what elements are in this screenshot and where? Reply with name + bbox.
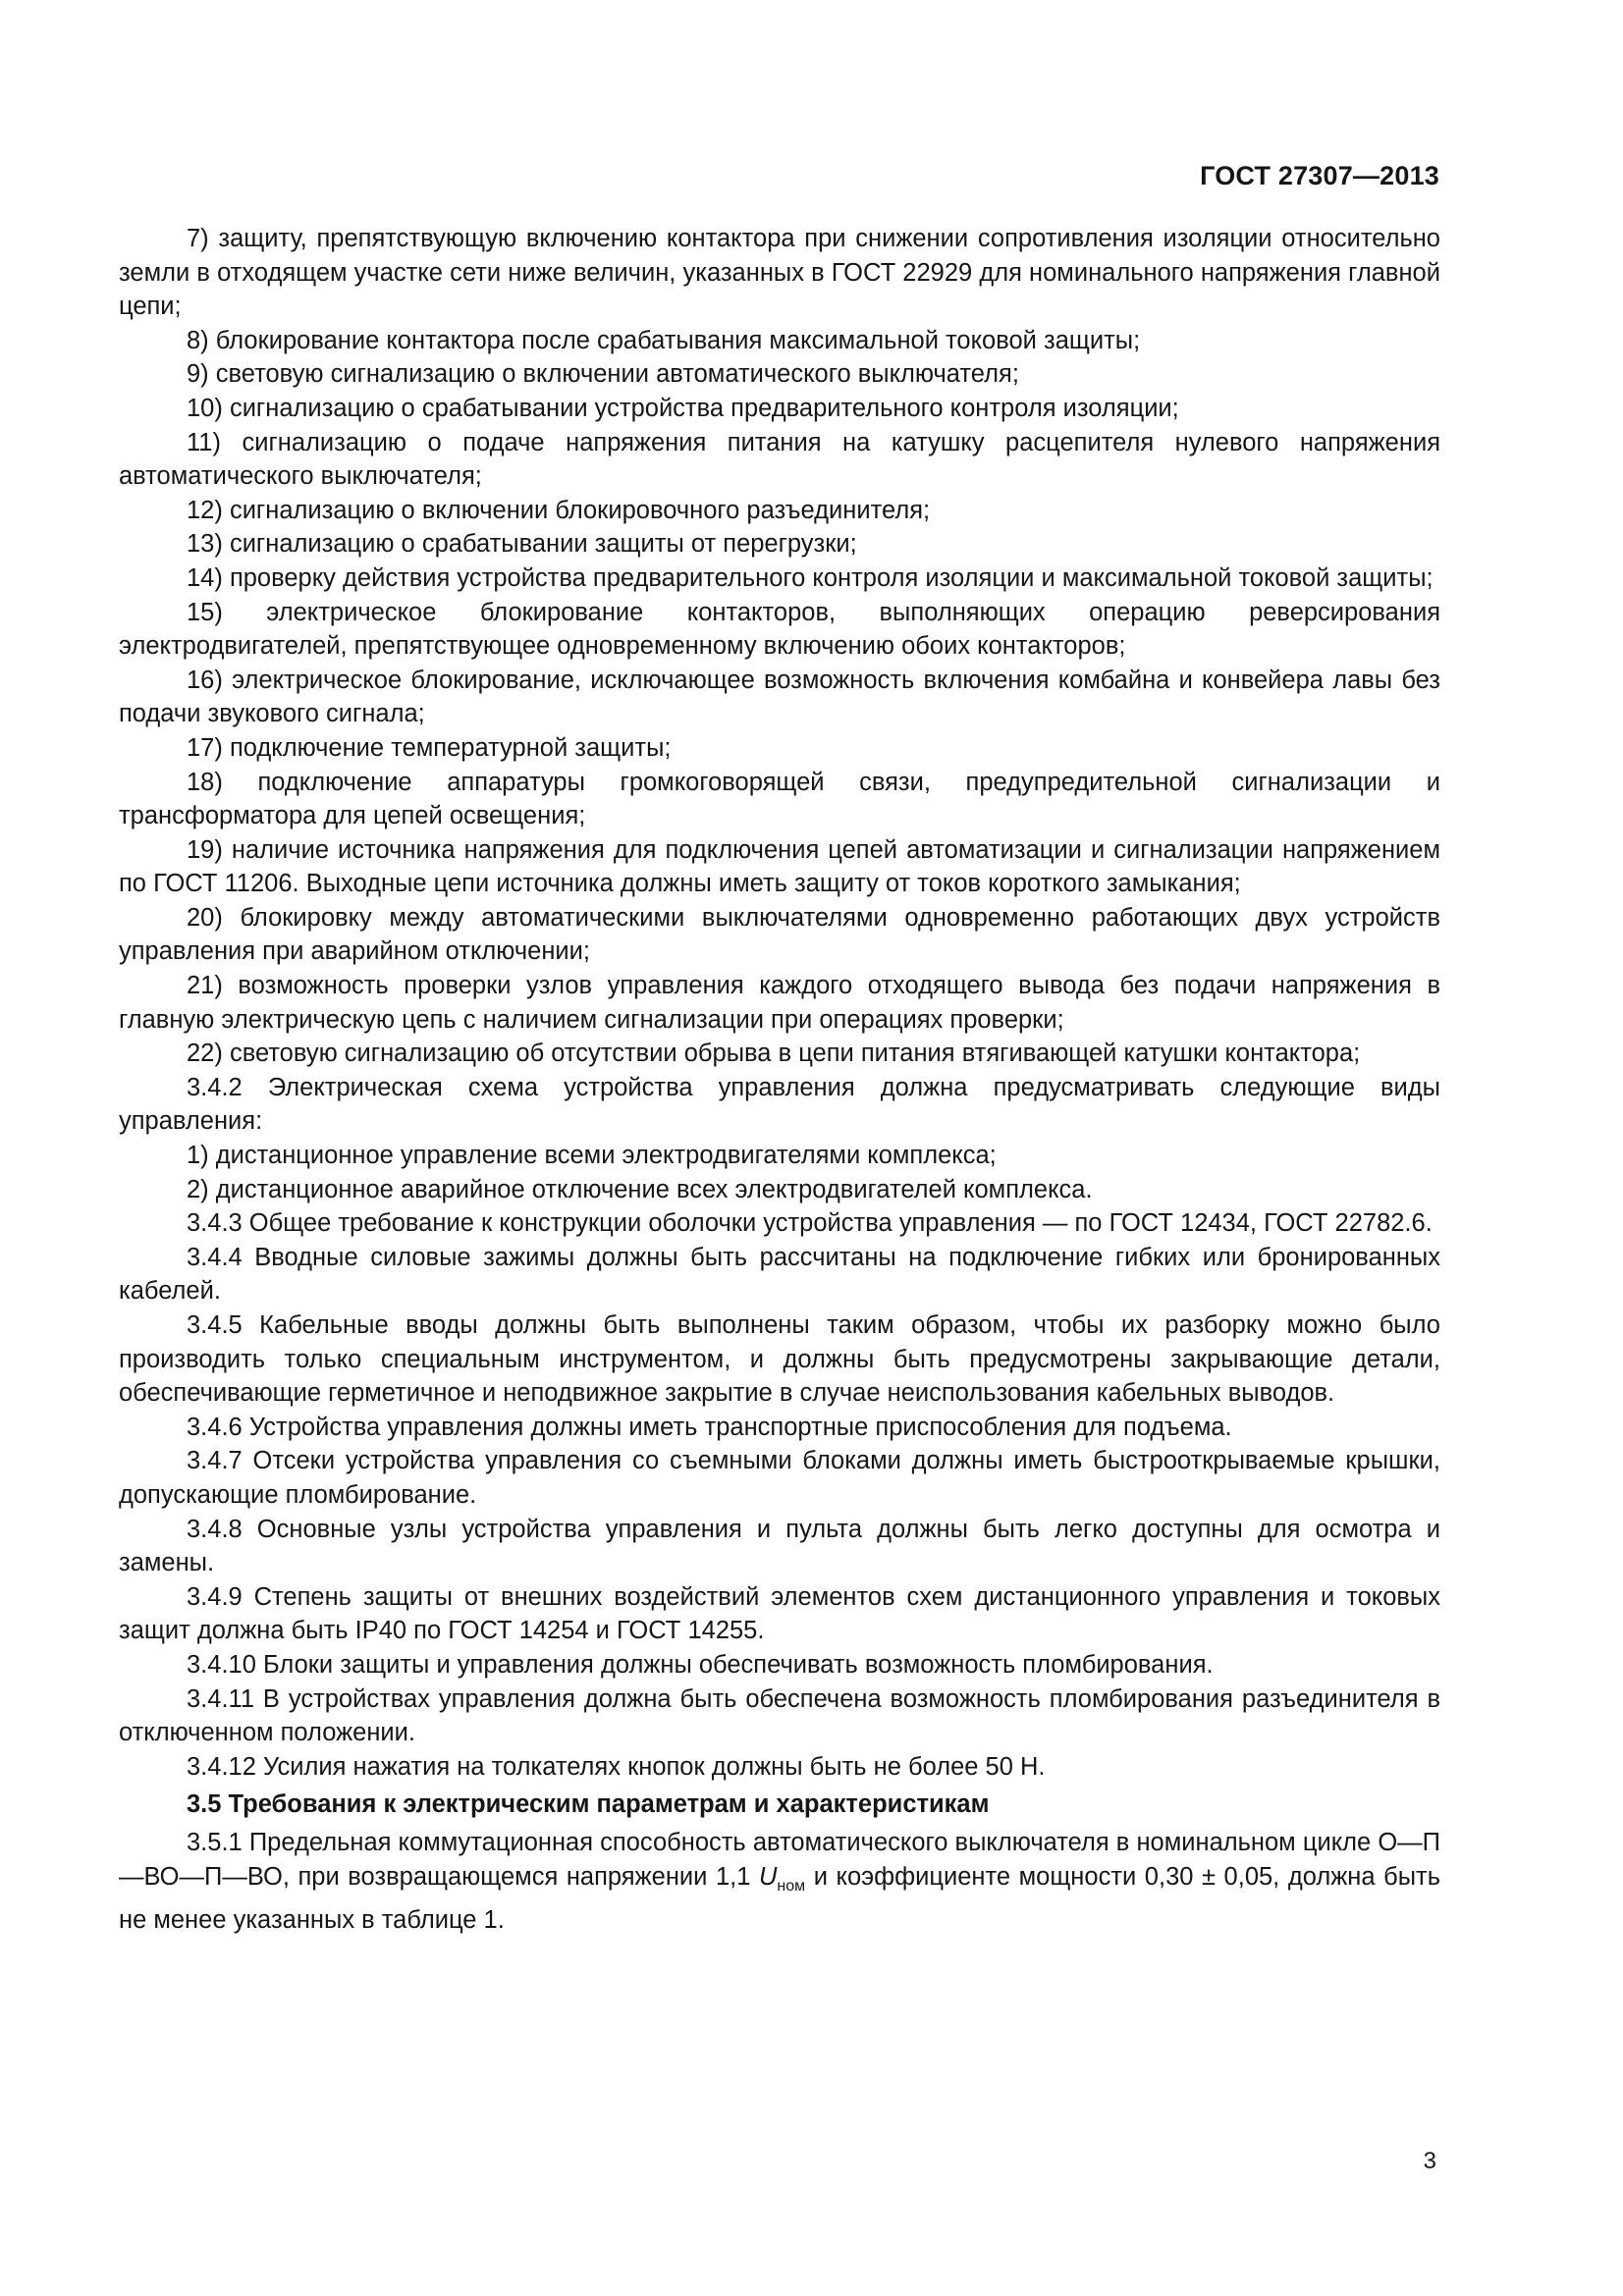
list-item-16: 16) электрическое блокирование, исключающее возможность включения комбайна и конвейера лавы без подачи звукового сигнала; (119, 666, 1440, 728)
list-item-22: 22) световую сигнализацию об отсутствии обрыва в цепи питания втягивающей катушки контактора; (187, 1040, 1361, 1068)
control-item-2: 2) дистанционное аварийное отключение всех электродвигателей комплекса. (187, 1175, 1093, 1203)
list-item-11: 11) сигнализацию о подаче напряжения питания на катушку расцепителя нулевого напряжения автоматического выключателя; (119, 428, 1440, 491)
clause-3-4-4: 3.4.4 Вводные силовые зажимы должны быть рассчитаны на подключение гибких или бронированных кабелей. (119, 1243, 1440, 1306)
clause-3-4-10: 3.4.10 Блоки защиты и управления должны обеспечивать возможность пломбирования. (187, 1650, 1214, 1679)
clause-3-4-12: 3.4.12 Усилия нажатия на толкателях кнопок должны быть не более 50 Н. (187, 1752, 1046, 1781)
clause-3-4-8: 3.4.8 Основные узлы устройства управления и пульта должны быть легко доступны для осмотра и замены. (119, 1515, 1440, 1577)
list-item-20: 20) блокировку между автоматическими выключателями одновременно работающих двух устройств управления при аварийном отключении; (119, 903, 1440, 966)
clause-3-5-1 (119, 1826, 1440, 1938)
clause-3-4-3: 3.4.3 Общее требование к конструкции оболочки устройства управления — по ГОСТ 12434, ГОСТ 22782.6. (187, 1209, 1433, 1238)
list-item-9: 9) световую сигнализацию о включении автоматического выключателя; (187, 360, 1019, 389)
list-item-7: 7) защиту, препятствующую включению контактора при снижении сопротивления изоляции относительно земли в отходящем участке сети ниже величин, указанных в ГОСТ 22929 для номинального напряжения главной цепи; (119, 225, 1440, 321)
list-item-18: 18) подключение аппаратуры громкоговорящей связи, предупредительной сигнализации и трансформатора для цепей освещения; (119, 768, 1440, 830)
clause-3-4-2: 3.4.2 Электрическая схема устройства управления должна предусматривать следующие виды управления: (119, 1073, 1440, 1136)
section-heading-3-5: 3.5 Требования к электрическим параметрам и характеристикам (187, 1790, 990, 1819)
document-body (119, 222, 1440, 1938)
clause-3-4-7: 3.4.7 Отсеки устройства управления со съемными блоками должны иметь быстрооткрываемые крышки, допускающие пломбирование. (119, 1447, 1440, 1509)
clause-3-4-6: 3.4.6 Устройства управления должны иметь транспортные приспособления для подъема. (187, 1413, 1232, 1441)
list-item-21: 21) возможность проверки узлов управления каждого отходящего вывода без подачи напряжения в главную электрическую цепь с наличием сигнализации при операциях проверки; (119, 972, 1440, 1034)
clause-3-4-11: 3.4.11 В устройствах управления должна быть обеспечена возможность пломбирования разъединителя в отключенном положении. (119, 1684, 1440, 1747)
standard-header: ГОСТ 27307—2013 (1200, 161, 1439, 190)
list-item-17: 17) подключение температурной защиты; (187, 733, 672, 762)
list-item-10: 10) сигнализацию о срабатывании устройства предварительного контроля изоляции; (187, 394, 1179, 422)
list-item-12: 12) сигнализацию о включении блокировочного разъединителя; (187, 496, 931, 524)
clause-3-4-5: 3.4.5 Кабельные вводы должны быть выполнены таким образом, чтобы их разборку можно было производить только специальным инструментом, и должны быть предусмотрены закрывающие детали, обеспечивающие герметичное и неподвижное закрытие в случае неиспользования кабельных выводов. (119, 1311, 1440, 1408)
clause-3-5-1-text-start: 3.5.1 Предельная коммутационная способность автоматического выключателя в номинальном цикле О—П—ВО—П—ВО, при возвращающемся напряжении 1,1 (119, 1828, 1440, 1891)
list-item-15: 15) электрическое блокирование контакторов, выполняющих операцию реверсирования электродвигателей, препятствующее одновременному включению обоих контакторов; (119, 598, 1440, 661)
list-item-8: 8) блокирование контактора после срабатывания максимальной токовой защиты; (187, 326, 1141, 354)
list-item-14: 14) проверку действия устройства предварительного контроля изоляции и максимальной токовой защиты; (187, 563, 1434, 592)
control-item-1: 1) дистанционное управление всеми электродвигателями комплекса; (187, 1142, 997, 1170)
list-item-19: 19) наличие источника напряжения для подключения цепей автоматизации и сигнализации напряжением по ГОСТ 11206. Выходные цепи источника должны иметь защиту от токов короткого замыкания; (119, 835, 1440, 898)
voltage-symbol: U (759, 1862, 778, 1891)
list-item-13: 13) сигнализацию о срабатывании защиты от перегрузки; (187, 530, 857, 559)
clause-3-4-9: 3.4.9 Степень защиты от внешних воздействий элементов схем дистанционного управления и токовых защит должна быть IP40 по ГОСТ 14254 и ГОСТ 14255. (119, 1582, 1440, 1645)
page-number: 3 (1423, 2148, 1436, 2174)
clause-3-5-1-text-end: и коэффициенте мощности 0,30 ± 0,05, должна быть не менее указанных в таблице 1. (119, 1862, 1440, 1935)
voltage-subscript: ном (777, 1877, 806, 1895)
